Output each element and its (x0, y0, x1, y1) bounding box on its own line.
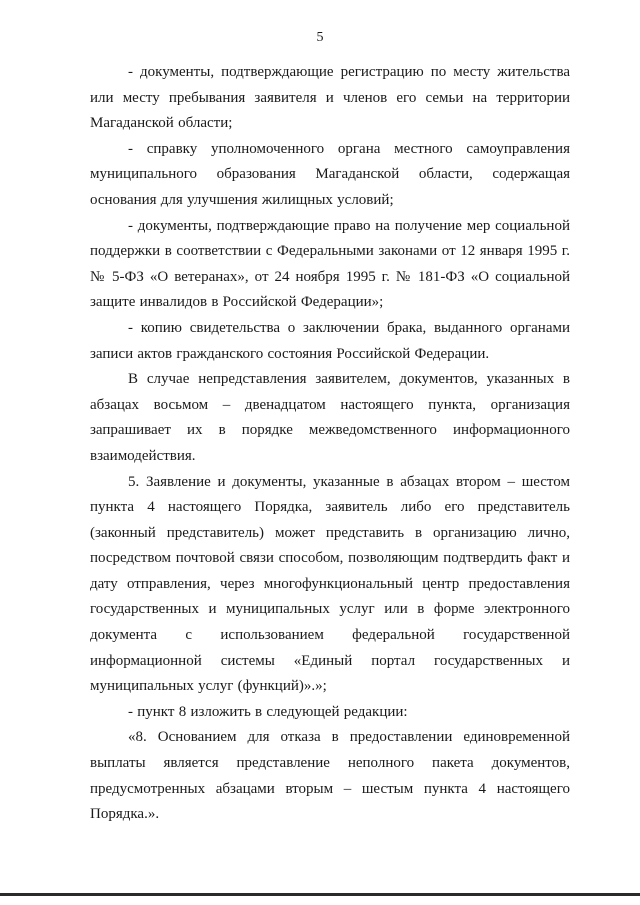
paragraph-refusal-grounds: «8. Основанием для отказа в предоставлении единовременной выплаты является представление неполного пакета документов, предусмотренных абзацами вторым – шестым пункта 4 настоящего Порядка.». (90, 729, 570, 823)
document-body (90, 60, 570, 828)
paragraph-social-support-documents: - документы, подтверждающие право на получение мер социальной поддержки в соответствии с Федеральными законами от 12 января 1995 г. № 5-ФЗ «О ветеранах», от 24 ноября 1995 г. № 181-ФЗ «О социальной защите инвалидов в Российской Федерации»; (90, 217, 570, 311)
paragraph-amend-point-8: - пункт 8 изложить в следующей редакции: (128, 703, 408, 720)
paragraph-municipal-certificate: - справку уполномоченного органа местного самоуправления муниципального образования Магаданской области, содержащая основания для улучшения жилищных условий; (90, 140, 570, 208)
page-number: 5 (316, 30, 324, 45)
paragraph-interagency-request: В случае непредставления заявителем, документов, указанных в абзацах восьмом – двенадцатом настоящего пункта, организация запрашивает их в порядке межведомственного информационного взаимодействия. (90, 371, 570, 464)
page-bottom-rule (0, 893, 640, 896)
paragraph-registration-documents: - документы, подтверждающие регистрацию по месту жительства или месту пребывания заявителя и членов его семьи на территории Магаданской области; (90, 64, 570, 132)
paragraph-submission-methods: 5. Заявление и документы, указанные в абзацах втором – шестом пункта 4 настоящего Порядка, заявитель либо его представитель (законный представитель) может представить в организацию лично, посредством почтовой связи способом, позволяющим подтвердить факт и дату отправления, через многофункциональный центр предоставления государственных и муниципальных услуг или в форме электронного документа с использованием федеральной государственной информационной системы «Единый портал государственных и муниципальных услуг (функций)».»; (90, 473, 570, 695)
paragraph-marriage-certificate: - копию свидетельства о заключении брака, выданного органами записи актов гражданского состояния Российской Федерации. (90, 319, 570, 362)
